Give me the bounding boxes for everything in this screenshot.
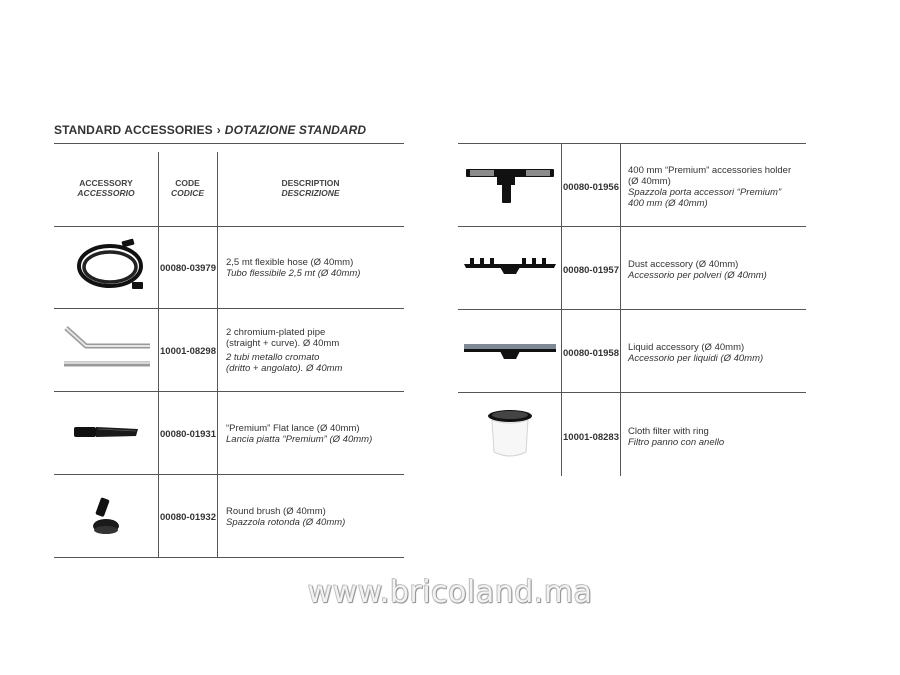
column-divider — [158, 152, 159, 557]
description-en: Cloth filter with ring — [628, 426, 709, 437]
watermark-text: www.bricoland.ma — [307, 575, 593, 610]
description-it: Lancia piatta “Premium” (Ø 40mm) — [226, 434, 373, 445]
header-accessory-label: ACCESSORY — [79, 178, 133, 188]
row-divider — [458, 392, 806, 393]
title-main: STANDARD ACCESSORIES — [54, 123, 213, 137]
code-cell: 10001-08283 — [563, 432, 619, 443]
description-cell — [628, 342, 763, 364]
description-it: (dritto + angolato). Ø 40mm — [226, 363, 343, 374]
description-cell — [226, 423, 372, 445]
header-accessory — [54, 178, 158, 198]
description-cell — [226, 257, 360, 279]
description-en: 400 mm “Premium” accessories holder — [628, 165, 792, 176]
description-en: Dust accessory (Ø 40mm) — [628, 259, 739, 270]
flat-lance-icon — [70, 420, 142, 444]
column-divider — [217, 152, 218, 557]
description-en: “Premium” Flat lance (Ø 40mm) — [226, 423, 360, 434]
description-cell — [628, 259, 767, 281]
description-cell — [628, 426, 724, 448]
description-cell — [226, 506, 345, 528]
description-en: 2 chromium-plated pipe — [226, 327, 326, 338]
code-cell: 10001-08298 — [160, 346, 216, 357]
code-cell: 00080-01958 — [563, 348, 619, 359]
code-cell: 00080-03979 — [160, 263, 216, 274]
header-accessory-label-it: ACCESSORIO — [77, 188, 135, 198]
cloth-filter-icon — [484, 406, 536, 460]
accessories-holder-icon — [464, 163, 556, 205]
description-it: Tubo flessibile 2,5 mt (Ø 40mm) — [226, 268, 361, 279]
description-it: Filtro panno con anello — [628, 437, 725, 448]
code-cell: 00080-01931 — [160, 429, 216, 440]
liquid-accessory-icon — [462, 338, 558, 362]
code-cell: 00080-01956 — [563, 182, 619, 193]
row-divider — [54, 474, 404, 475]
section-title — [54, 123, 366, 137]
description-cell — [226, 327, 342, 374]
header-description — [217, 178, 404, 198]
header-code — [158, 178, 217, 198]
row-divider — [54, 391, 404, 392]
description-it: Spazzola porta accessori “Premium” — [628, 187, 782, 198]
chrome-pipes-icon — [60, 324, 156, 372]
description-en: Round brush (Ø 40mm) — [226, 506, 326, 517]
header-code-label-it: CODICE — [170, 188, 205, 198]
table-top-rule — [54, 143, 404, 144]
row-divider — [54, 226, 404, 227]
description-cell — [628, 165, 791, 209]
row-divider — [458, 309, 806, 310]
description-it: Accessorio per liquidi (Ø 40mm) — [628, 353, 764, 364]
header-code-label: CODE — [175, 178, 200, 188]
header-description-label-it: DESCRIZIONE — [281, 188, 340, 198]
description-en: Liquid accessory (Ø 40mm) — [628, 342, 745, 353]
description-it: 400 mm (Ø 40mm) — [628, 198, 708, 209]
description-it: Accessorio per polveri (Ø 40mm) — [628, 270, 767, 281]
table-top-rule — [458, 143, 806, 144]
round-brush-icon — [84, 494, 124, 538]
description-en: 2,5 mt flexible hose (Ø 40mm) — [226, 257, 354, 268]
dust-accessory-icon — [462, 254, 558, 278]
row-divider — [458, 226, 806, 227]
description-en: (straight + curve). Ø 40mm — [226, 338, 340, 349]
row-divider — [54, 308, 404, 309]
header-description-label: DESCRIPTION — [281, 178, 340, 188]
description-it: 2 tubi metallo cromato — [226, 352, 320, 363]
row-divider — [54, 557, 404, 558]
code-cell: 00080-01932 — [160, 512, 216, 523]
description-en: (Ø 40mm) — [628, 176, 671, 187]
code-cell: 00080-01957 — [563, 265, 619, 276]
title-italic: DOTAZIONE STANDARD — [224, 123, 367, 137]
title-separator: › — [216, 123, 221, 137]
flexible-hose-icon — [70, 236, 152, 296]
description-it: Spazzola rotonda (Ø 40mm) — [226, 517, 346, 528]
